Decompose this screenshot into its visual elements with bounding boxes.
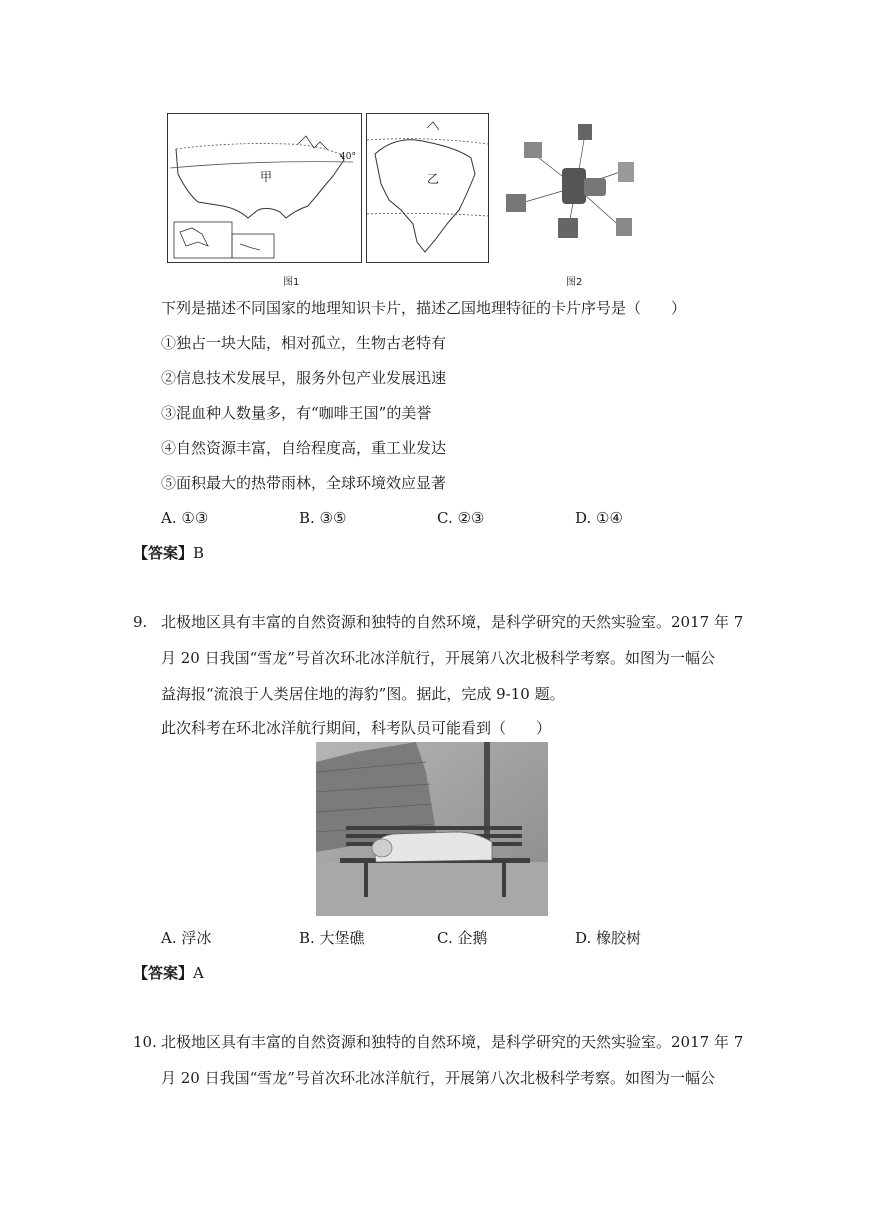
brazil-map-drawing [367,114,488,262]
q9-answer-value: A [193,964,204,982]
q8-card-4: ④自然资源丰富，自给程度高，重工业发达 [161,439,447,457]
figure-1-caption: 图1 [283,277,300,288]
fig1-label-yi: 乙 [427,172,440,186]
q10-stem-line-2: 月 20 日我国“雪龙”号首次环北冰洋航行，开展第八次北极科学考察。如图为一幅公 [161,1069,715,1087]
q8-option-c: C. ②③ [437,509,485,527]
q8-answer-value: B [193,544,205,562]
q9-number: 9. [133,613,148,631]
q9-prompt: 此次科考在环北冰洋航行期间，科考队员可能看到（ ） [161,719,552,737]
fig1-label-jia: 甲 [260,170,273,184]
q8-card-3: ③混血种人数量多，有“咖啡王国”的美誉 [161,404,432,422]
q9-option-a: A. 浮冰 [161,929,212,947]
figure-2-diagram [498,112,658,262]
figure-1-usa-map [167,113,362,263]
usa-map-drawing [168,114,361,262]
q8-card-1: ①独占一块大陆，相对孤立，生物古老特有 [161,334,447,352]
seal-poster-image [316,742,548,916]
q9-stem-line-1: 北极地区具有丰富的自然资源和独特的自然环境，是科学研究的天然实验室。2017 年 7 [161,613,744,631]
figure-2-caption: 图2 [566,277,583,288]
q9-option-b: B. 大堡礁 [299,929,365,947]
q10-number: 10. [133,1033,157,1051]
q8-prompt: 下列是描述不同国家的地理知识卡片，描述乙国地理特征的卡片序号是（ ） [161,299,687,317]
q8-answer-label: 【答案】 [133,544,194,562]
q9-answer [133,963,204,983]
q10-stem-line-1: 北极地区具有丰富的自然资源和独特的自然环境，是科学研究的天然实验室。2017 年 7 [161,1033,744,1051]
q8-answer [133,543,204,563]
fig1-latitude-label: 40° [340,152,356,162]
q9-stem-line-2: 月 20 日我国“雪龙”号首次环北冰洋航行，开展第八次北极科学考察。如图为一幅公 [161,649,715,667]
q8-option-b: B. ③⑤ [299,509,347,527]
q8-option-a: A. ①③ [161,509,209,527]
q9-stem-line-3: 益海报“流浪于人类居住地的海豹”图。据此，完成 9-10 题。 [161,685,565,703]
q9-answer-label: 【答案】 [133,964,194,982]
q9-option-c: C. 企鹅 [437,929,488,947]
q8-option-d: D. ①④ [575,509,623,527]
seal-poster-drawing [316,742,548,916]
q8-card-5: ⑤面积最大的热带雨林，全球环境效应显著 [161,474,447,492]
q9-option-d: D. 橡胶树 [575,929,642,947]
industry-diagram-drawing [498,112,658,262]
q8-card-2: ②信息技术发展早，服务外包产业发展迅速 [161,369,447,387]
figure-1-brazil-map [366,113,489,263]
